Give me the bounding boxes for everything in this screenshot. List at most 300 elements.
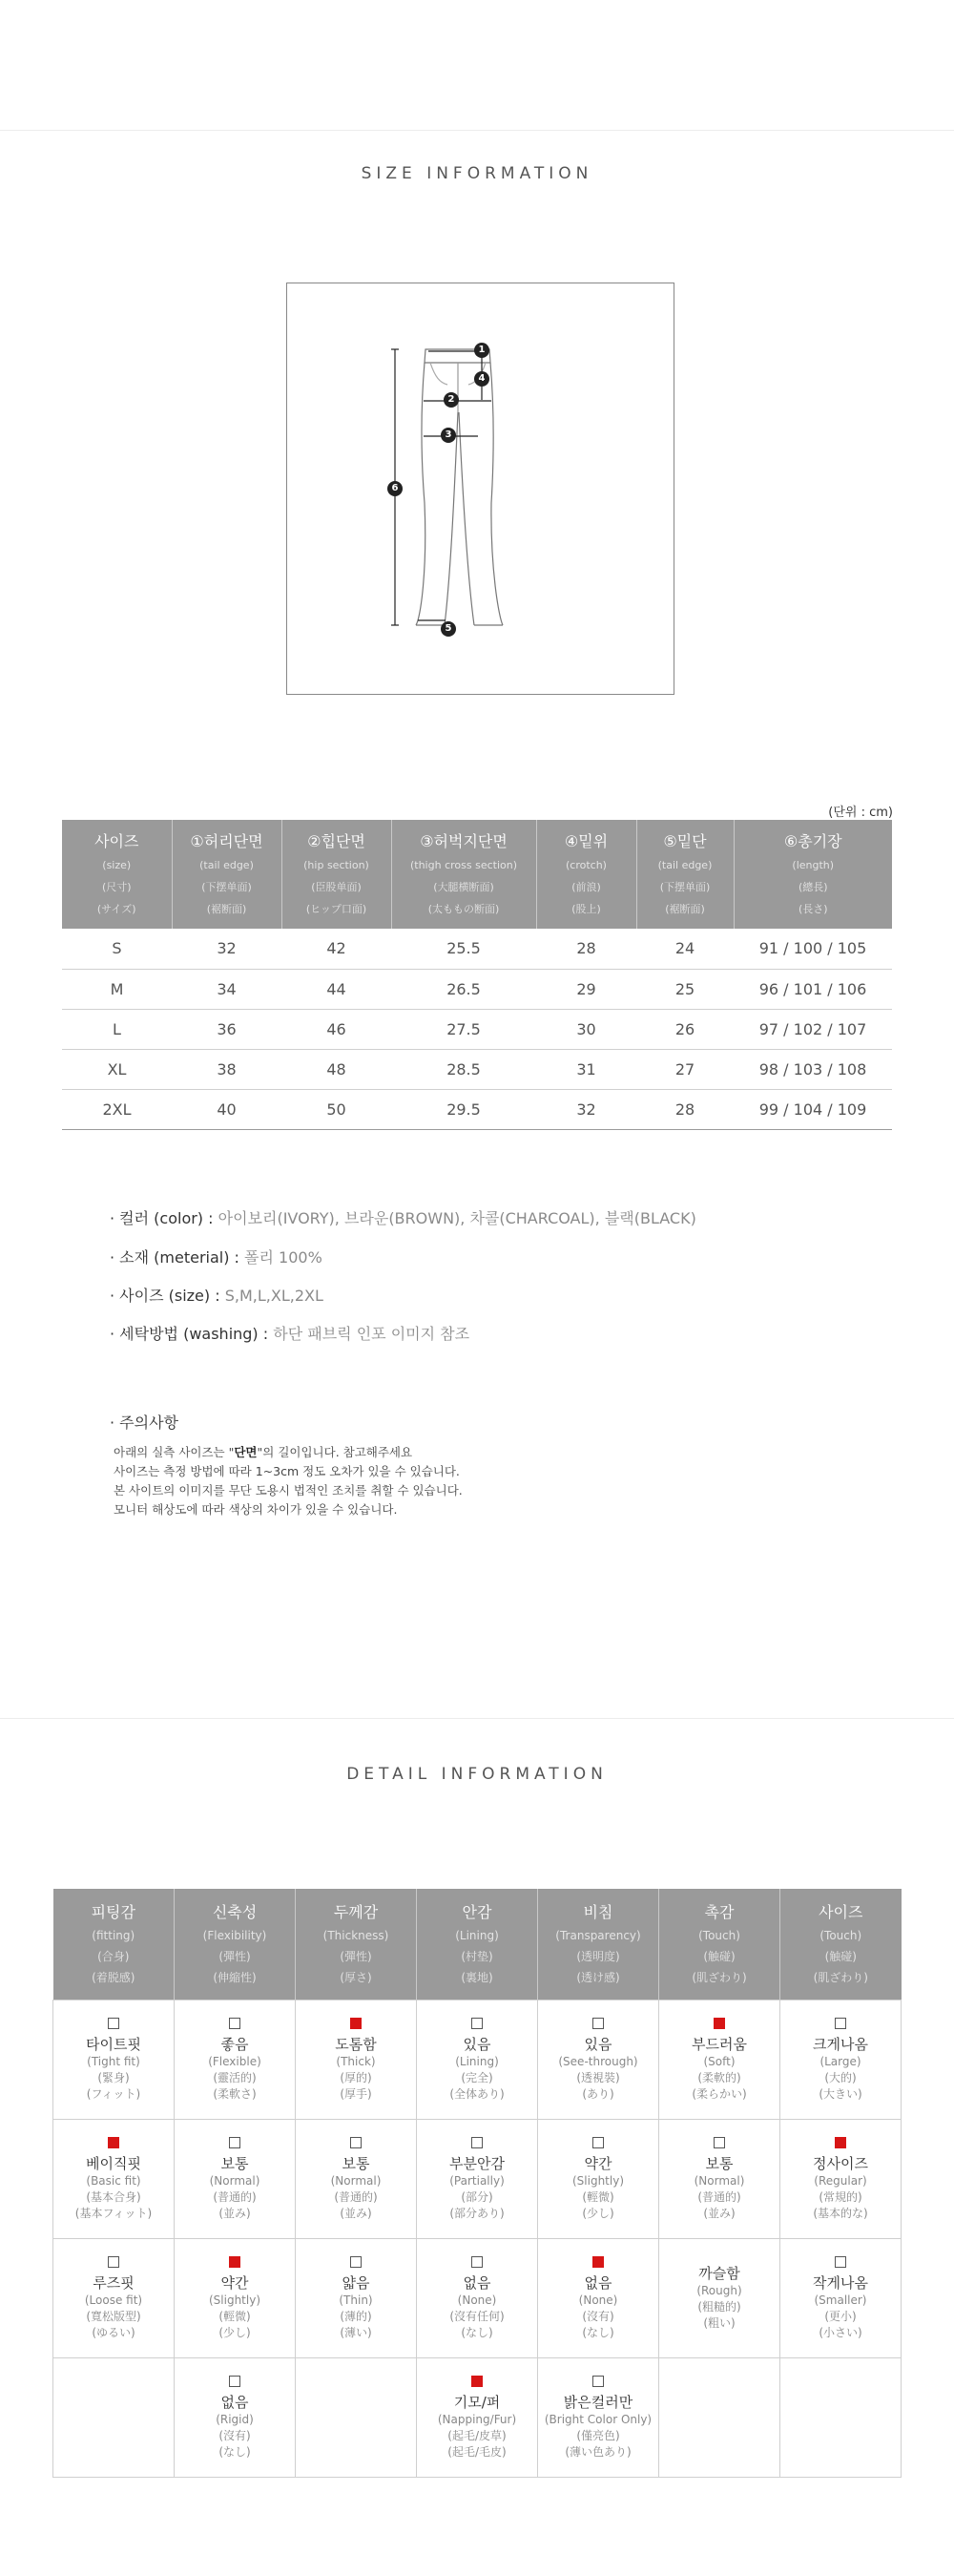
table-cell: 44	[281, 969, 391, 1009]
detail-cell	[175, 2357, 296, 2477]
header-zh: (尺寸)	[101, 880, 132, 893]
option-name: 기모/퍼	[453, 2393, 501, 2411]
detail-cell	[780, 2000, 902, 2119]
option-name: 부드러움	[692, 2035, 747, 2053]
detail-cell	[53, 2000, 175, 2119]
header-ko: 사이즈	[94, 831, 139, 850]
detail-cell	[296, 2357, 417, 2477]
header-ja: (裏地)	[461, 1970, 493, 1984]
table-cell: 46	[281, 1009, 391, 1049]
detail-option	[538, 2255, 658, 2341]
option-translation: (粗糙的)	[697, 2300, 741, 2314]
size-header-size	[62, 820, 172, 929]
detail-option	[780, 2017, 901, 2103]
detail-cell	[417, 2000, 538, 2119]
option-translation: (僅亮色)	[576, 2428, 620, 2442]
option-name: 약간	[584, 2154, 612, 2172]
option-translation: (Loose fit)	[84, 2293, 143, 2307]
option-translation: (None)	[457, 2293, 497, 2307]
table-row	[62, 1009, 892, 1049]
header-en: (crotch)	[566, 858, 607, 871]
table-cell: S	[62, 929, 172, 969]
detail-cell	[538, 2238, 659, 2357]
option-translation: (Thick)	[336, 2054, 376, 2068]
option-translation: (靈活的)	[213, 2070, 257, 2084]
option-translation: (薄い)	[340, 2325, 372, 2339]
table-cell: 25.5	[391, 929, 536, 969]
notice-line-1-post: "의 길이입니다. 참고해주세요	[257, 1445, 413, 1459]
detail-cell	[53, 2119, 175, 2238]
option-translation: (Soft)	[703, 2054, 736, 2068]
header-zh: (透明度)	[576, 1949, 620, 1963]
size-information-title: SIZE INFORMATION	[361, 164, 593, 183]
header-ja: (長さ)	[798, 902, 828, 915]
option-translation: (更小)	[824, 2309, 857, 2323]
header-ja: (肌ざわり)	[813, 1970, 868, 1984]
option-name: 베이직핏	[86, 2154, 141, 2172]
detail-cell	[175, 2238, 296, 2357]
option-translation: (Smaller)	[814, 2293, 867, 2307]
header-ja: (厚さ)	[340, 1970, 372, 1984]
option-translation: (ゆるい)	[92, 2325, 135, 2339]
detail-cell	[659, 2000, 780, 2119]
header-ko: 피팅감	[91, 1902, 135, 1921]
header-zh: (合身)	[97, 1949, 130, 1963]
table-cell: 32	[172, 929, 281, 969]
detail-option	[417, 2255, 537, 2341]
header-en: (thigh cross section)	[409, 858, 517, 871]
table-cell: 29.5	[391, 1089, 536, 1129]
detail-header-cell	[659, 1889, 780, 2000]
unchecked-box-icon	[835, 2256, 846, 2268]
table-cell: 28	[636, 1089, 734, 1129]
header-en: (Flexibility)	[202, 1928, 267, 1942]
table-cell: M	[62, 969, 172, 1009]
info-size	[110, 1284, 323, 1306]
table-cell: 24	[636, 929, 734, 969]
header-en: (Touch)	[819, 1928, 862, 1942]
option-translation: (Slightly)	[571, 2173, 624, 2188]
detail-cell	[296, 2238, 417, 2357]
info-material-label: · 소재 (meterial) :	[110, 1248, 239, 1267]
option-translation: (沒有)	[218, 2428, 251, 2442]
detail-option	[417, 2017, 537, 2103]
size-header-thigh	[391, 820, 536, 929]
option-translation: (沒有)	[582, 2309, 614, 2323]
info-washing-label: · 세탁방법 (washing) :	[110, 1325, 269, 1343]
detail-header-cell	[780, 1889, 902, 2000]
header-ko: 안감	[462, 1902, 492, 1921]
table-row	[53, 2238, 902, 2357]
header-zh: (触碰)	[824, 1949, 857, 1963]
info-size-value: S,M,L,XL,2XL	[224, 1287, 323, 1305]
detail-option	[659, 2264, 779, 2332]
unchecked-box-icon	[108, 2018, 119, 2029]
table-cell: 26	[636, 1009, 734, 1049]
option-name: 타이트핏	[86, 2035, 141, 2053]
detail-option	[780, 2255, 901, 2341]
table-cell: 48	[281, 1049, 391, 1089]
header-en: (fitting)	[92, 1928, 135, 1942]
option-translation: (全体あり)	[449, 2086, 505, 2101]
table-row	[62, 929, 892, 969]
table-cell: 27	[636, 1049, 734, 1089]
header-ja: (太ももの断面)	[427, 902, 500, 915]
option-translation: (沒有任何)	[449, 2309, 505, 2323]
detail-cell	[780, 2357, 902, 2477]
header-ko: 두께감	[333, 1902, 379, 1921]
header-en: (Lining)	[455, 1928, 499, 1942]
option-translation: (薄い色あり)	[565, 2444, 632, 2459]
unchecked-box-icon	[592, 2018, 604, 2029]
option-translation: (部分)	[461, 2189, 493, 2204]
marker-5-hem: 5	[441, 621, 456, 637]
unchecked-box-icon	[108, 2256, 119, 2268]
table-cell: 96 / 101 / 106	[734, 969, 892, 1009]
option-translation: (粗い)	[703, 2316, 736, 2330]
marker-1-waist: 1	[474, 343, 489, 358]
checked-box-icon	[714, 2018, 725, 2029]
detail-cell	[538, 2119, 659, 2238]
table-row	[53, 2357, 902, 2477]
detail-header-cell	[417, 1889, 538, 2000]
header-ja: (ヒップ口面)	[305, 902, 367, 915]
table-row	[53, 2119, 902, 2238]
option-translation: (Normal)	[694, 2173, 745, 2188]
detail-option	[417, 2375, 537, 2461]
detail-cell	[53, 2238, 175, 2357]
detail-option	[296, 2017, 416, 2103]
unchecked-box-icon	[592, 2376, 604, 2387]
option-translation: (少し)	[582, 2206, 614, 2220]
option-name: 좋음	[220, 2035, 249, 2053]
unchecked-box-icon	[592, 2137, 604, 2148]
table-cell: 30	[536, 1009, 636, 1049]
header-en: (length)	[792, 858, 835, 871]
unchecked-box-icon	[471, 2256, 483, 2268]
option-translation: (基本フィット)	[74, 2206, 153, 2220]
detail-cell	[659, 2238, 780, 2357]
option-translation: (Tight fit)	[87, 2054, 140, 2068]
detail-option	[417, 2136, 537, 2222]
size-header-hem	[636, 820, 734, 929]
detail-divider	[0, 1718, 954, 1719]
size-header-length	[734, 820, 892, 929]
option-translation: (Lining)	[455, 2054, 499, 2068]
option-translation: (なし)	[461, 2325, 493, 2339]
option-translation: (小さい)	[819, 2325, 862, 2339]
notice-line-2: 사이즈는 측정 방법에 따라 1~3cm 정도 오차가 있을 수 있습니다.	[114, 1464, 460, 1478]
option-name: 없음	[584, 2273, 612, 2292]
checked-box-icon	[229, 2256, 240, 2268]
detail-cell	[538, 2000, 659, 2119]
header-en: (size)	[102, 858, 132, 871]
option-name: 보통	[705, 2154, 734, 2172]
table-cell: 42	[281, 929, 391, 969]
header-ja: (透け感)	[576, 1970, 620, 1984]
table-cell: 36	[172, 1009, 281, 1049]
detail-option	[53, 2255, 174, 2341]
detail-cell	[780, 2238, 902, 2357]
option-translation: (Basic fit)	[86, 2173, 141, 2188]
option-translation: (Normal)	[330, 2173, 382, 2188]
option-translation: (並み)	[703, 2206, 736, 2220]
option-translation: (緊身)	[97, 2070, 130, 2084]
table-row	[53, 2000, 902, 2119]
header-ko: 촉감	[704, 1902, 735, 1921]
option-translation: (あり)	[582, 2086, 614, 2101]
detail-option	[296, 2255, 416, 2341]
option-translation: (Regular)	[814, 2173, 867, 2188]
size-header-waist	[172, 820, 281, 929]
checked-box-icon	[108, 2137, 119, 2148]
unchecked-box-icon	[229, 2018, 240, 2029]
detail-information-title: DETAIL INFORMATION	[346, 1765, 608, 1784]
option-name: 얇음	[342, 2273, 370, 2292]
table-cell: 98 / 103 / 108	[734, 1049, 892, 1089]
marker-2-hip: 2	[444, 392, 459, 408]
table-cell: 27.5	[391, 1009, 536, 1049]
option-translation: (普通的)	[697, 2189, 741, 2204]
table-row	[62, 1049, 892, 1089]
checked-box-icon	[835, 2137, 846, 2148]
option-translation: (柔軟的)	[697, 2070, 741, 2084]
detail-cell	[175, 2000, 296, 2119]
option-translation: (Flexible)	[208, 2054, 261, 2068]
detail-header-cell	[296, 1889, 417, 2000]
header-ja: (伸縮性)	[213, 1970, 257, 1984]
detail-cell	[538, 2357, 659, 2477]
option-translation: (See-through)	[558, 2054, 638, 2068]
size-table	[62, 820, 892, 1130]
option-translation: (Partially)	[449, 2173, 505, 2188]
option-translation: (普通的)	[213, 2189, 257, 2204]
checked-box-icon	[471, 2376, 483, 2387]
marker-4-rise: 4	[474, 371, 489, 387]
option-translation: (薄的)	[340, 2309, 372, 2323]
detail-header-cell	[175, 1889, 296, 2000]
option-translation: (透視裝)	[576, 2070, 620, 2084]
table-cell: L	[62, 1009, 172, 1049]
detail-table	[52, 1889, 902, 2478]
option-translation: (少し)	[218, 2325, 251, 2339]
notice-line-3: 본 사이트의 이미지를 무단 도용시 법적인 조치를 취할 수 있습니다.	[114, 1483, 463, 1497]
option-name: 약간	[220, 2273, 249, 2292]
option-name: 밝은컬러만	[563, 2393, 633, 2411]
option-translation: (普通的)	[334, 2189, 378, 2204]
table-cell: 26.5	[391, 969, 536, 1009]
table-cell: 91 / 100 / 105	[734, 929, 892, 969]
header-zh: (下摆单面)	[201, 880, 252, 893]
option-translation: (Bright Color Only)	[544, 2412, 653, 2426]
size-header-rise	[536, 820, 636, 929]
option-translation: (輕微)	[582, 2189, 614, 2204]
notice-title: · 주의사항	[110, 1414, 178, 1432]
header-zh: (彈性)	[340, 1949, 372, 1963]
option-name: 없음	[463, 2273, 491, 2292]
header-zh: (臣股单面)	[311, 880, 362, 893]
detail-cell	[296, 2119, 417, 2238]
info-color-label: · 컬러 (color) :	[110, 1209, 214, 1227]
info-material	[110, 1246, 322, 1267]
header-zh: (触碰)	[703, 1949, 736, 1963]
unchecked-box-icon	[350, 2137, 362, 2148]
option-name: 도톰함	[335, 2035, 377, 2053]
header-zh: (彈性)	[218, 1949, 251, 1963]
detail-header-cell	[538, 1889, 659, 2000]
option-name: 까슬함	[698, 2265, 740, 2282]
table-row	[62, 969, 892, 1009]
table-cell: 28.5	[391, 1049, 536, 1089]
option-translation: (基本合身)	[86, 2189, 141, 2204]
table-row	[62, 1089, 892, 1129]
option-translation: (厚的)	[340, 2070, 372, 2084]
detail-option	[296, 2136, 416, 2222]
option-translation: (Rough)	[696, 2284, 742, 2297]
table-cell: 25	[636, 969, 734, 1009]
option-translation: (寬松版型)	[86, 2309, 141, 2323]
detail-option	[53, 2136, 174, 2222]
header-ko: 신축성	[212, 1902, 258, 1921]
table-cell: 2XL	[62, 1089, 172, 1129]
info-washing	[110, 1322, 469, 1344]
header-ko: 비침	[583, 1902, 613, 1921]
table-cell: 32	[536, 1089, 636, 1129]
header-en: (tail edge)	[199, 858, 254, 871]
option-translation: (大的)	[824, 2070, 857, 2084]
option-translation: (柔軟さ)	[213, 2086, 257, 2101]
marker-6-length: 6	[387, 481, 403, 496]
detail-cell	[296, 2000, 417, 2119]
option-translation: (フィット)	[86, 2086, 141, 2101]
option-translation: (Slightly)	[208, 2293, 260, 2307]
detail-option	[659, 2017, 779, 2103]
option-name: 있음	[463, 2035, 491, 2053]
table-cell: 97 / 102 / 107	[734, 1009, 892, 1049]
detail-header-cell	[53, 1889, 175, 2000]
table-cell: 29	[536, 969, 636, 1009]
unchecked-box-icon	[835, 2018, 846, 2029]
option-translation: (Thin)	[339, 2293, 373, 2307]
detail-option	[659, 2136, 779, 2222]
header-zh: (總長)	[798, 880, 828, 893]
option-translation: (なし)	[218, 2444, 251, 2459]
option-translation: (起毛/毛皮)	[447, 2444, 507, 2459]
size-header-hip	[281, 820, 391, 929]
option-translation: (並み)	[218, 2206, 251, 2220]
header-ko: ④밑위	[564, 831, 609, 850]
detail-cell	[175, 2119, 296, 2238]
unchecked-box-icon	[229, 2376, 240, 2387]
detail-cell	[780, 2119, 902, 2238]
option-name: 없음	[220, 2393, 249, 2411]
header-zh: (前浪)	[571, 880, 601, 893]
detail-cell	[659, 2119, 780, 2238]
marker-3-thigh: 3	[441, 428, 456, 443]
option-translation: (なし)	[582, 2325, 614, 2339]
table-cell: XL	[62, 1049, 172, 1089]
detail-cell	[417, 2357, 538, 2477]
option-name: 정사이즈	[813, 2154, 868, 2172]
table-cell: 99 / 104 / 109	[734, 1089, 892, 1129]
header-ko: ②힙단면	[307, 831, 365, 850]
notice-line-4: 모니터 해상도에 따라 색상의 차이가 있을 수 있습니다.	[114, 1502, 398, 1517]
header-en: (tail edge)	[657, 858, 713, 871]
header-en: (Thickness)	[322, 1928, 389, 1942]
option-translation: (Napping/Fur)	[437, 2412, 517, 2426]
detail-table-header	[53, 1889, 902, 2000]
table-cell: 38	[172, 1049, 281, 1089]
unit-label: (단위 : cm)	[828, 806, 893, 820]
size-table-header	[62, 820, 892, 929]
header-zh: (大腿横断面)	[433, 880, 494, 893]
detail-cell	[417, 2119, 538, 2238]
detail-option	[780, 2136, 901, 2222]
option-translation: (常規的)	[819, 2189, 862, 2204]
info-color-value: 아이보리(IVORY), 브라운(BROWN), 차콜(CHARCOAL), 블랙(BLACK)	[218, 1209, 696, 1227]
header-ko: ③허벅지단면	[420, 831, 508, 850]
pants-size-diagram	[286, 283, 674, 695]
detail-cell	[53, 2357, 175, 2477]
header-ja: (裾断面)	[206, 902, 247, 915]
unchecked-box-icon	[350, 2256, 362, 2268]
unchecked-box-icon	[714, 2137, 725, 2148]
header-en: (Transparency)	[555, 1928, 641, 1942]
option-name: 보통	[342, 2154, 370, 2172]
option-translation: (輕微)	[218, 2309, 251, 2323]
option-translation: (厚手)	[340, 2086, 372, 2101]
header-zh: (下摆单面)	[659, 880, 711, 893]
notice-line-1	[114, 1443, 463, 1462]
detail-option	[175, 2136, 295, 2222]
header-en: (Touch)	[698, 1928, 740, 1942]
notice-line-1-pre: 아래의 실측 사이즈는 "	[114, 1445, 235, 1459]
info-color	[110, 1206, 696, 1228]
option-name: 작게나옴	[813, 2273, 868, 2292]
unchecked-box-icon	[471, 2018, 483, 2029]
header-ja: (股上)	[571, 902, 601, 915]
detail-option	[538, 2017, 658, 2103]
detail-option	[538, 2375, 658, 2461]
option-name: 크게나옴	[813, 2035, 868, 2053]
detail-option	[175, 2255, 295, 2341]
detail-option	[175, 2017, 295, 2103]
option-name: 있음	[584, 2035, 612, 2053]
size-table-body	[62, 929, 892, 1129]
detail-option	[538, 2136, 658, 2222]
header-zh: (村垫)	[461, 1949, 493, 1963]
header-ko: ①허리단면	[190, 831, 263, 850]
unchecked-box-icon	[471, 2137, 483, 2148]
option-translation: (基本的な)	[813, 2206, 868, 2220]
option-name: 부분안감	[449, 2154, 505, 2172]
header-ja: (サイズ)	[96, 902, 136, 915]
info-size-label: · 사이즈 (size) :	[110, 1287, 220, 1305]
checked-box-icon	[592, 2256, 604, 2268]
header-ja: (裾断面)	[665, 902, 705, 915]
notice-line-1-bold: 단면	[234, 1445, 258, 1459]
unchecked-box-icon	[229, 2137, 240, 2148]
notice-text	[114, 1443, 463, 1519]
table-cell: 50	[281, 1089, 391, 1129]
header-ja: (肌ざわり)	[692, 1970, 747, 1984]
option-name: 보통	[220, 2154, 249, 2172]
header-ko: ⑤밑단	[663, 831, 707, 850]
checked-box-icon	[350, 2018, 362, 2029]
detail-table-body	[53, 2000, 902, 2477]
table-cell: 34	[172, 969, 281, 1009]
option-translation: (None)	[578, 2293, 618, 2307]
